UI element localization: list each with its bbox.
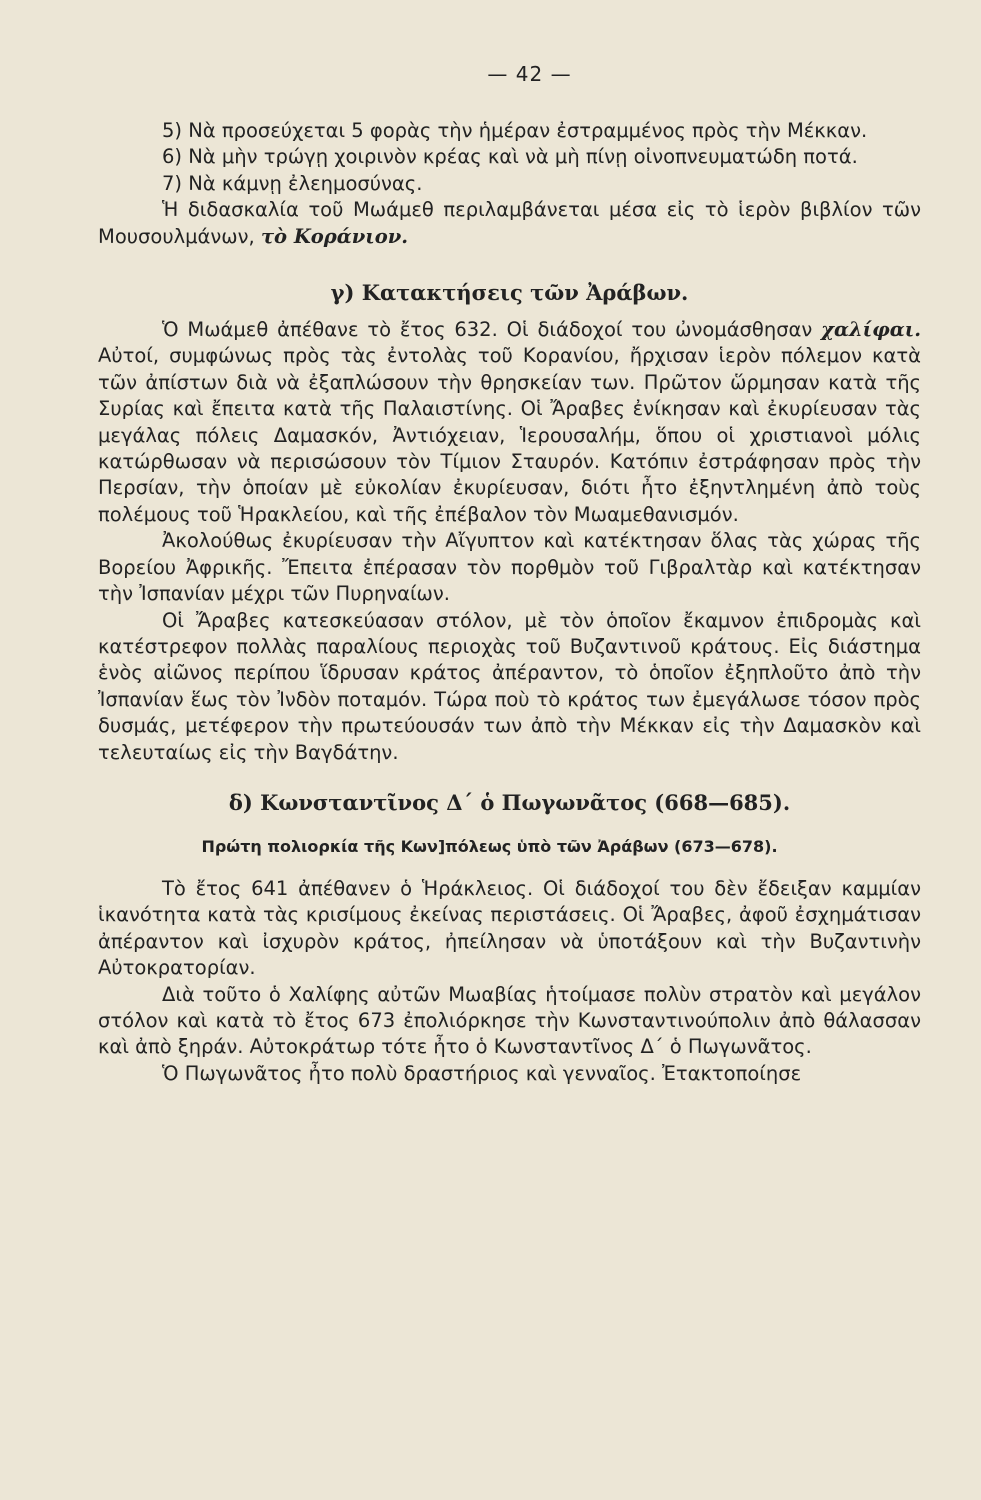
koran-emphasis: τὸ Κοράνιον. (260, 224, 409, 248)
paragraph-arab-fleet: Οἱ Ἄραβες κατεσκεύασαν στόλον, μὲ τὸν ὁποῖον ἔκαμνον ἐπιδρομὰς καὶ κατέστρεφον πολλὰς παραλίους περιοχὰς τοῦ Βυζαντινοῦ κράτους. Εἰς διάστημα ἑνὸς αἰῶνος περίπου ἵδρυσαν κράτος ἀπέραντον, τὸ ὁποῖον ἐξηπλοῦτο ἀπὸ τὴν Ἰσπανίαν ἕως τὸν Ἰνδὸν ποταμόν. Τώρα ποὺ τὸ κράτος των ἐμεγάλωσε τόσον πρὸς δυσμάς, μετέφερον τὴν πρωτεύουσάν των ἀπὸ τὴν Μέκκαν εἰς τὴν Δαμασκὸν καὶ τελευταίως εἰς τὴν Βαγδάτην. (98, 608, 921, 764)
paragraph-pogonatos: Ὁ Πωγωνᾶτος ἦτο πολὺ δραστήριος καὶ γενναῖος. Ἐτακτοποίησε (162, 1061, 802, 1085)
caliphs-rest: Αὐτοί, συμφώνως πρὸς τὰς ἐντολὰς τοῦ Κορανίου, ἤρχισαν ἱερὸν πόλεμον κατὰ τῶν ἀπίστων διὰ νὰ ἐξαπλώσουν τὴν θρησκείαν των. Πρῶτον ὥρμησαν κατὰ τῆς Συρίας καὶ ἔπειτα κατὰ τῆς Παλαιστίνης. Οἱ Ἄραβες ἐνίκησαν καὶ ἐκυρίευσαν τὰς μεγάλας πόλεις Δαμασκόν, Ἀντιόχειαν, Ἱερουσαλήμ, ὅπου οἱ χριστιανοὶ μόλις κατώρθωσαν νὰ περισώσουν τὸν Τίμιον Σταυρόν. Κατόπιν ἐστράφησαν πρὸς τὴν Περσίαν, τὴν ὁποίαν μὲ εὐκολίαν ἐκυρίευσαν, διότι ἦτο ἐξηντλημένη ἀπὸ τοὺς πολέμους τοῦ Ἡρακλείου, καὶ τῆς ἐπέβαλον τὸν Μωαμεθανισμόν. (98, 344, 921, 526)
paragraph-rule-6: 6) Νὰ μὴν τρώγῃ χοιρινὸν κρέας καὶ νὰ μὴ πίνῃ οἰνοπνευματώδη ποτά. (162, 145, 858, 169)
paragraph-egypt-africa-spain: Ἀκολούθως ἐκυρίευσαν τὴν Αἴγυπτον καὶ κατέκτησαν ὅλας τὰς χώρας τῆς Βορείου Ἀφρικῆς. Ἔπειτα ἐπέρασαν τὸν πορθμὸν τοῦ Γιβραλτὰρ καὶ κατέκτησαν τὴν Ἰσπανίαν μέχρι τῶν Πυρηναίων. (98, 529, 921, 606)
paragraph-rule-5: 5) Νὰ προσεύχεται 5 φορὰς τὴν ἡμέραν ἐστραμμένος πρὸς τὴν Μέκκαν. (162, 119, 868, 142)
caliphs-emphasis: χαλίφαι. (821, 318, 921, 342)
paragraph-rule-7: 7) Νὰ κάμνῃ ἐλεημοσύνας. (162, 171, 423, 195)
paragraph-moawiyah-siege: Διὰ τοῦτο ὁ Χαλίφης αὐτῶν Μωαβίας ἡτοίμασε πολὺν στρατὸν καὶ μεγάλον στόλον καὶ κατὰ τὸ ἔτος 673 ἐπολιόρκησε τὴν Κωνσταντινούπολιν ἀπὸ θάλασσαν καὶ ἀπὸ ξηράν. Αὐτοκράτωρ τότε ἦτο ὁ Κωνσταντῖνος Δ΄ ὁ Πωγωνᾶτος. (98, 982, 921, 1059)
paragraph-heraclius-death: Τὸ ἔτος 641 ἀπέθανεν ὁ Ἡράκλειος. Οἱ διάδοχοί του δὲν ἔδειξαν καμμίαν ἱκανότητα κατὰ τὰς κρισίμους ἐκείνας περιστάσεις. Οἱ Ἄραβες, ἀφοῦ ἐσχημάτισαν ἀπέραντον καὶ ἰσχυρὸν κράτος, ἠπείλησαν νὰ ὑποτάξουν καὶ τὴν Βυζαντινὴν Αὐτοκρατορίαν. (98, 876, 921, 980)
paragraph-caliphs (98, 317, 921, 528)
koran-text: Ἡ διδασκαλία τοῦ Μωάμεθ περιλαμβάνεται μέσα εἰς τὸ ἱερὸν βιβλίον τῶν Μουσουλμάνων, (98, 198, 921, 248)
heading-arab-conquests: γ) Κατακτήσεις τῶν Ἀράβων. (330, 280, 689, 306)
caliphs-intro: Ὁ Μωάμεθ ἀπέθανε τὸ ἔτος 632. Οἱ διάδοχοί του ὠνομάσθησαν (162, 318, 813, 342)
paragraph-koran (98, 197, 921, 250)
heading-constantine-iv: δ) Κωνσταντῖνος Δ΄ ὁ Πωγωνᾶτος (668—685). (228, 789, 791, 815)
subheading-first-siege: Πρώτη πολιορκία τῆς Κων]πόλεως ὑπὸ τῶν Ἀράβων (673—678). (201, 836, 778, 856)
page-number: — 42 — (487, 62, 572, 86)
